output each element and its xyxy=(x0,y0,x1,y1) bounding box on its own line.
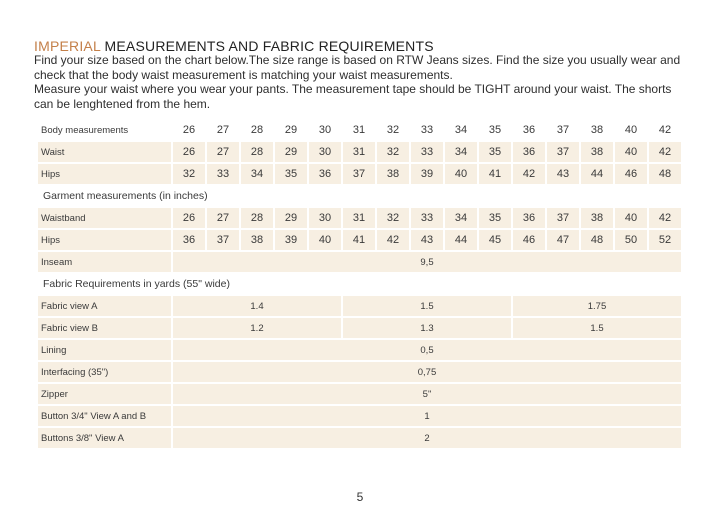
table-row xyxy=(38,164,681,184)
size-cell: 39 xyxy=(275,230,307,250)
size-cell: 47 xyxy=(547,230,579,250)
fabric-a-value: 1.5 xyxy=(343,296,511,316)
table-row xyxy=(38,208,681,228)
table-row xyxy=(38,340,681,360)
table-row xyxy=(38,230,681,250)
size-cell: 38 xyxy=(590,124,604,136)
size-cell: 48 xyxy=(581,230,613,250)
fabric-a-value: 1.75 xyxy=(513,296,681,316)
size-cell: 41 xyxy=(343,230,375,250)
row-label: Interfacing (35") xyxy=(38,362,171,382)
size-cell: 42 xyxy=(649,208,681,228)
table-row xyxy=(38,318,681,338)
size-cell: 36 xyxy=(522,124,536,136)
size-cell: 26 xyxy=(173,142,205,162)
size-cell: 43 xyxy=(411,230,443,250)
fabric-a-value: 1.4 xyxy=(173,296,341,316)
size-cell: 44 xyxy=(581,164,613,184)
row-label: Zipper xyxy=(38,384,171,404)
size-cell: 35 xyxy=(488,124,502,136)
size-cell: 34 xyxy=(445,208,477,228)
row-label: Inseam xyxy=(38,252,171,272)
page-number: 5 xyxy=(356,490,364,504)
size-cell: 40 xyxy=(309,230,341,250)
size-cell: 40 xyxy=(615,142,647,162)
size-cell: 38 xyxy=(241,230,273,250)
row-label: Fabric view A xyxy=(38,296,171,316)
lining-value: 0,5 xyxy=(173,340,681,360)
size-cell: 50 xyxy=(615,230,647,250)
section-header xyxy=(38,186,681,206)
size-cell: 40 xyxy=(624,124,638,136)
size-cell: 28 xyxy=(250,124,264,136)
size-cell: 37 xyxy=(343,164,375,184)
size-cell: 29 xyxy=(275,208,307,228)
size-cell: 40 xyxy=(615,208,647,228)
inseam-value: 9,5 xyxy=(173,252,681,272)
size-cell: 43 xyxy=(547,164,579,184)
size-cell: 31 xyxy=(352,124,366,136)
row-label: Waistband xyxy=(38,208,171,228)
size-cell: 37 xyxy=(207,230,239,250)
size-cell: 34 xyxy=(445,142,477,162)
size-cell: 45 xyxy=(479,230,511,250)
row-label: Button 3/4" View A and B xyxy=(38,406,171,426)
page-title xyxy=(34,38,434,54)
size-cell: 34 xyxy=(241,164,273,184)
button-a-value: 1 xyxy=(173,406,681,426)
size-cell: 34 xyxy=(454,124,468,136)
fabric-b-value: 1.2 xyxy=(173,318,341,338)
size-cell: 31 xyxy=(343,208,375,228)
size-cell: 37 xyxy=(547,208,579,228)
intro-paragraph-2: Measure your waist where you wear your pants. The measurement tape should be TIGHT around your waist. The shorts can be lenghtened from the hem. xyxy=(34,82,672,111)
size-cell: 32 xyxy=(377,208,409,228)
size-cell: 30 xyxy=(318,124,332,136)
table-row xyxy=(38,428,681,448)
row-label: Hips xyxy=(38,164,171,184)
measurement-table xyxy=(36,118,683,450)
size-cell: 36 xyxy=(513,142,545,162)
row-label: Waist xyxy=(38,142,171,162)
size-cell: 26 xyxy=(173,208,205,228)
size-cell: 37 xyxy=(556,124,570,136)
zipper-value: 5" xyxy=(173,384,681,404)
row-label: Body measurements xyxy=(41,124,129,136)
size-cell: 41 xyxy=(479,164,511,184)
table-row xyxy=(38,142,681,162)
size-cell: 32 xyxy=(386,124,400,136)
size-cell: 35 xyxy=(275,164,307,184)
size-cell: 35 xyxy=(479,142,511,162)
table-row xyxy=(38,296,681,316)
size-cell: 35 xyxy=(479,208,511,228)
size-cell: 33 xyxy=(411,208,443,228)
size-cell: 27 xyxy=(207,208,239,228)
size-cell: 29 xyxy=(284,124,298,136)
table-row xyxy=(38,120,681,140)
size-cell: 28 xyxy=(241,208,273,228)
size-cell: 46 xyxy=(513,230,545,250)
row-label: Fabric view B xyxy=(38,318,171,338)
table-row xyxy=(38,406,681,426)
size-cell: 31 xyxy=(343,142,375,162)
intro-text xyxy=(34,53,694,111)
size-cell: 32 xyxy=(377,142,409,162)
size-cell: 42 xyxy=(649,142,681,162)
size-cell: 42 xyxy=(377,230,409,250)
fabric-section-label: Fabric Requirements in yards (55" wide) xyxy=(43,278,230,290)
size-cell: 33 xyxy=(420,124,434,136)
interfacing-value: 0,75 xyxy=(173,362,681,382)
garment-section-label: Garment measurements (in inches) xyxy=(43,190,208,202)
size-cell: 33 xyxy=(207,164,239,184)
size-cell: 37 xyxy=(547,142,579,162)
size-cell: 46 xyxy=(615,164,647,184)
table-row xyxy=(38,252,681,272)
size-cell: 36 xyxy=(173,230,205,250)
fabric-b-value: 1.5 xyxy=(513,318,681,338)
button-b-value: 2 xyxy=(173,428,681,448)
size-cell: 44 xyxy=(445,230,477,250)
size-cell: 40 xyxy=(445,164,477,184)
row-label: Hips xyxy=(38,230,171,250)
size-cell: 33 xyxy=(411,142,443,162)
size-cell: 30 xyxy=(309,208,341,228)
title-accent: IMPERIAL xyxy=(34,38,101,54)
row-label: Lining xyxy=(38,340,171,360)
size-cell: 38 xyxy=(581,208,613,228)
intro-paragraph-1: Find your size based on the chart below.The size range is based on RTW Jeans sizes. Find the size you usually wear and check that the body waist measurement is matching your waist measurements. xyxy=(34,53,681,82)
table-row xyxy=(38,362,681,382)
size-cell: 30 xyxy=(309,142,341,162)
size-cell: 27 xyxy=(207,142,239,162)
size-cell: 28 xyxy=(241,142,273,162)
size-cell: 38 xyxy=(581,142,613,162)
table-row xyxy=(38,384,681,404)
fabric-b-value: 1.3 xyxy=(343,318,511,338)
size-cell: 27 xyxy=(216,124,230,136)
size-cell: 39 xyxy=(411,164,443,184)
row-label: Buttons 3/8" View A xyxy=(38,428,171,448)
size-cell: 48 xyxy=(649,164,681,184)
title-rest: MEASUREMENTS AND FABRIC REQUIREMENTS xyxy=(100,38,434,54)
size-cell: 42 xyxy=(658,124,672,136)
size-cell: 36 xyxy=(309,164,341,184)
section-header xyxy=(38,274,681,294)
size-cell: 36 xyxy=(513,208,545,228)
size-cell: 38 xyxy=(377,164,409,184)
size-cell: 26 xyxy=(182,124,196,136)
size-cell: 42 xyxy=(513,164,545,184)
size-cell: 29 xyxy=(275,142,307,162)
size-cell: 32 xyxy=(173,164,205,184)
size-cell: 52 xyxy=(649,230,681,250)
